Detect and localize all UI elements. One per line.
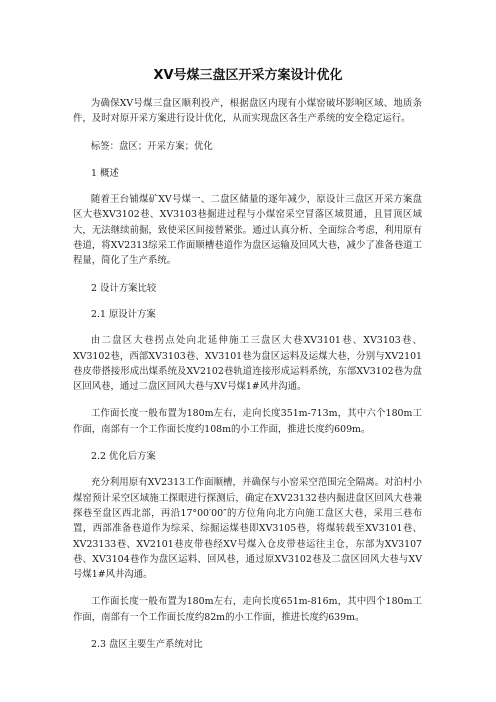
document-title: XV号煤三盘区开采方案设计优化: [153, 68, 343, 83]
body-paragraph: 随着王台铺煤矿XV号煤一、二盘区储量的逐年减少，原设计三盘区开采方案盘区大巷XV3102巷、XV3103巷掘进过程与小煤窑采空冒落区域贯通，且冒顶区域大，无法继续前掘，致使采区间接替紧张。通过认真分析、全面综合考虑，利用原有巷道，将XV2313综采工作面顺槽巷道作为盘区运输及回风大巷，减少了准备巷道工程量，简化了生产系统。: [73, 194, 422, 267]
subsection-heading: 2.2 优化后方案: [91, 451, 156, 463]
section-heading: 2 设计方案比较: [91, 282, 157, 294]
document-body: [73, 96, 422, 663]
subsection-heading: 2.3 盘区主要生产系统对比: [91, 639, 203, 651]
abstract-paragraph: 为确保XV号煤三盘区顺利投产，根据盘区内现有小煤窑破坏影响区域、地质条件，及时对原开采方案进行设计优化，从而实现盘区各生产系统的安全稳定运行。: [73, 98, 422, 125]
body-paragraph: 工作面长度一般布置为180m左右，走向长度651m-816m，其中四个180m工作面，南部有一个工作面长度约82m的小工作面，推进长度约639m。: [73, 596, 422, 623]
keywords-line: 标签：盘区；开采方案；优化: [90, 140, 213, 152]
body-paragraph: 工作面长度一般布置为180m左右，走向长度351m-713m，其中六个180m工作面，南部有一个工作面长度约108m的小工作面，推进长度约609m。: [73, 408, 422, 435]
section-heading: 1 概述: [91, 167, 119, 179]
body-paragraph: 由二盘区大巷拐点处向北延伸施工三盘区大巷XV3101巷、XV3103巷、XV3102巷，西部XV3103巷、XV3101巷为盘区运料及运煤大巷，分别与XV2101巷皮带搭接形成出煤系统及XV2102巷轨道连接形成运料系统，东部XV3102巷为盘区回风巷，通过二盘区回风大巷与XV号煤1#风井沟通。: [73, 335, 422, 393]
subsection-heading: 2.1 原设计方案: [91, 308, 156, 320]
body-paragraph: 充分利用原有XV2313工作面顺槽，并确保与小窑采空范围完全隔离。对泊村小煤窑预计采空区域施工探眼进行探测后，确定在XV23132巷内掘进盘区回风大巷兼探巷至盘区西北部，再沿17°00′00″的方位角向北方向施工盘区大巷，采用三巷布置，西部准备巷道作为综采、综掘运煤巷即XV3105巷，将煤转载至XV3101巷、XV23133巷、XV2101巷皮带巷经XV号煤入仓皮带巷运往主仓，东部为XV3107巷、XV3104巷作为盘区运料、回风巷，通过原XV3102巷及二盘区回风大巷与XV号煤1#风井沟通。: [73, 477, 422, 581]
